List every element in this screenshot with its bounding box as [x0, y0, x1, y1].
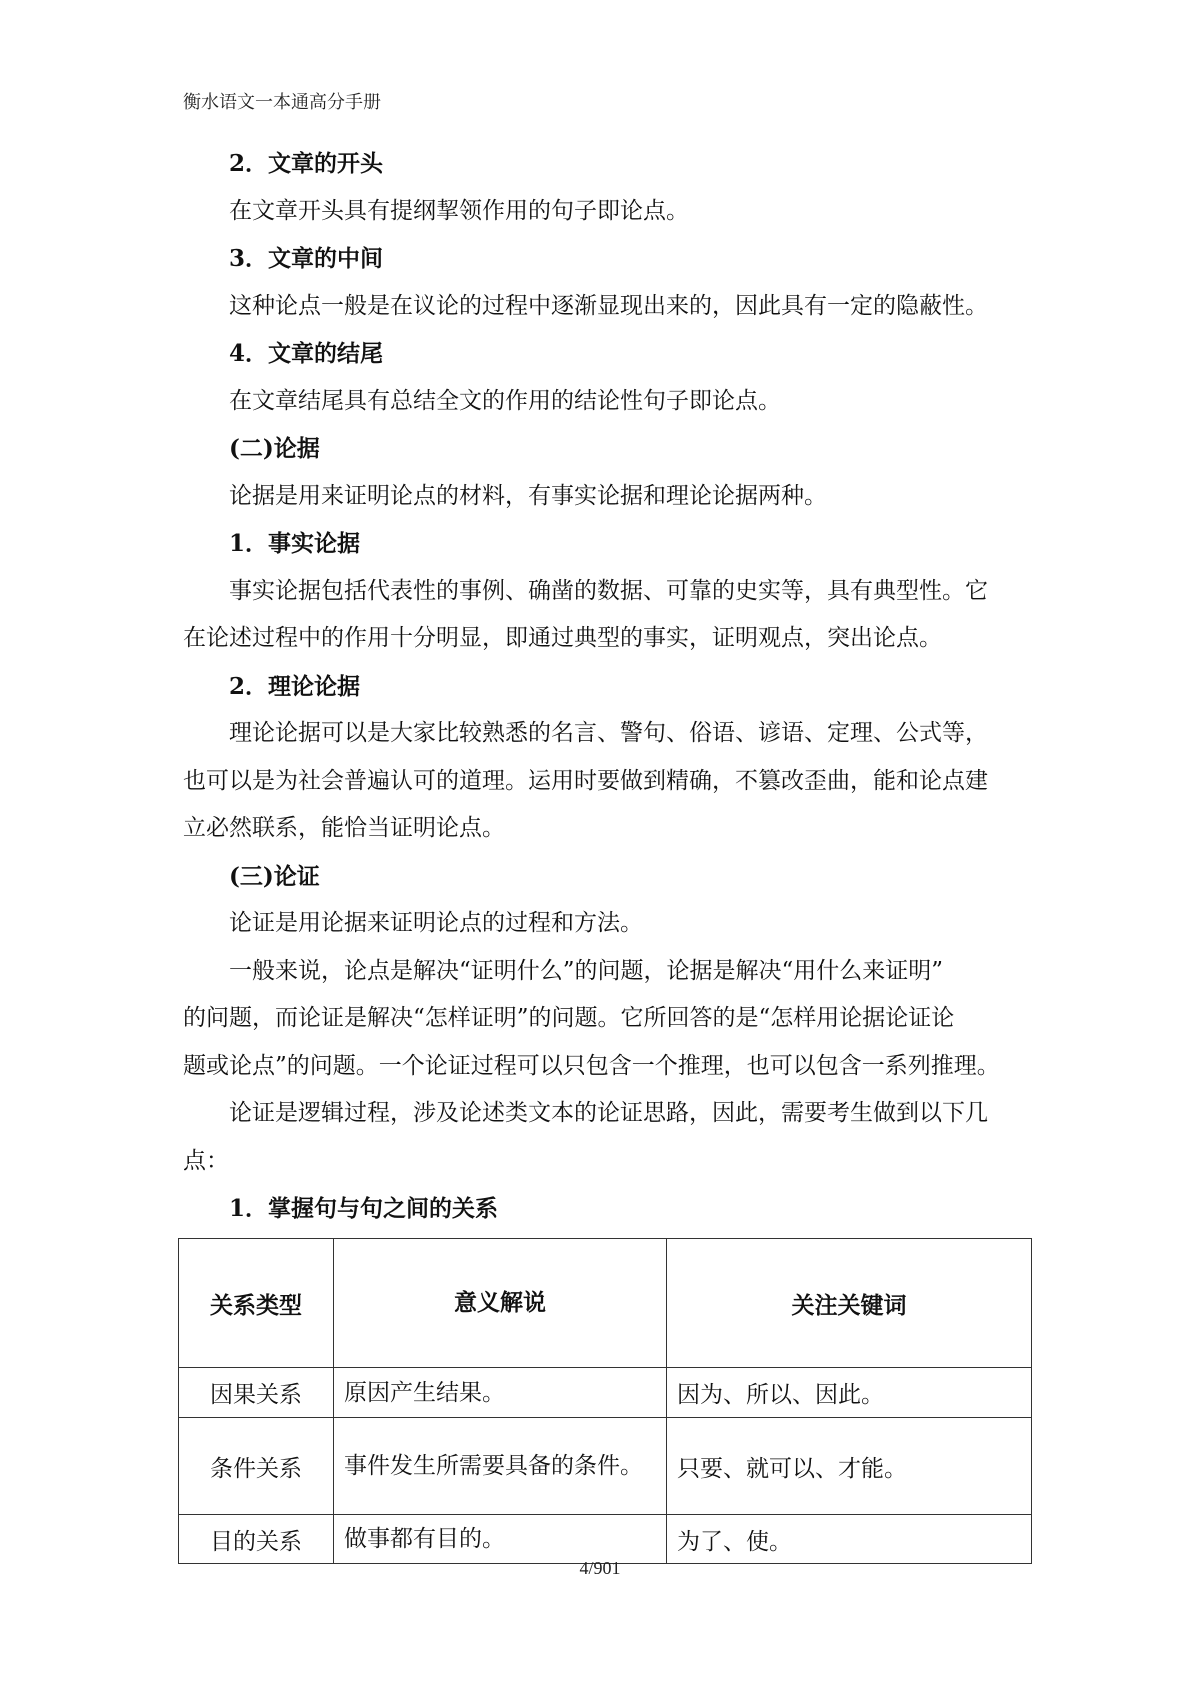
section-heading: 1．事实论据: [229, 530, 361, 557]
paragraph-line: 也可以是为社会普遍认可的道理。运用时要做到精确，不篡改歪曲，能和论点建: [183, 767, 988, 794]
meaning-cell: 事件发生所需要具备的条件。: [334, 1418, 667, 1515]
header-cell-keywords: 关注关键词: [667, 1239, 1032, 1368]
section-heading: 2．文章的开头: [229, 150, 384, 177]
paragraph-line: 理论论据可以是大家比较熟悉的名言、警句、俗语、谚语、定理、公式等，: [229, 720, 988, 746]
paragraph-line: 题或论点”的问题。一个论证过程可以只包含一个推理，也可以包含一系列推理。: [183, 1052, 1000, 1079]
table-row: [179, 1368, 1032, 1418]
paragraph-line: 点：: [183, 1147, 229, 1174]
header-cell-type: 关系类型: [179, 1239, 334, 1368]
header-cell-meaning: 意义解说: [334, 1239, 667, 1368]
paragraph-line: 在文章结尾具有总结全文的作用的结论性句子即论点。: [229, 387, 781, 414]
meaning-cell: 原因产生结果。: [334, 1368, 667, 1418]
section-heading: (三)论证: [229, 862, 320, 890]
paragraph-line: 一般来说，论点是解决“证明什么”的问题，论据是解决“用什么来证明”: [229, 957, 944, 984]
section-heading: 2．理论论据: [229, 672, 361, 700]
paragraph-line: 的问题，而论证是解决“怎样证明”的问题。它所回答的是“怎样用论据论证论: [183, 1005, 955, 1031]
paragraph-line: 论证是逻辑过程，涉及论述类文本的论证思路，因此，需要考生做到以下几: [229, 1100, 988, 1126]
section-heading: (二)论据: [229, 435, 320, 462]
keywords-cell: 只要、就可以、才能。: [667, 1418, 1032, 1515]
running-header: 衡水语文一本通高分手册: [183, 92, 381, 113]
section-heading: 3．文章的中间: [229, 245, 384, 272]
article-body: [183, 140, 1031, 1233]
paragraph-line: 事实论据包括代表性的事例、确凿的数据、可靠的史实等，具有典型性。它: [229, 577, 988, 604]
relation-type-cell: 目的关系: [179, 1515, 334, 1564]
table-header-row: [179, 1239, 1032, 1368]
page-number: 4/901: [579, 1558, 621, 1578]
relation-type-cell: 条件关系: [179, 1418, 334, 1515]
paragraph-line: 论据是用来证明论点的材料，有事实论据和理论论据两种。: [229, 482, 827, 509]
section-heading: 1．掌握句与句之间的关系: [229, 1195, 499, 1222]
paragraph-line: 这种论点一般是在议论的过程中逐渐显现出来的，因此具有一定的隐蔽性。: [229, 292, 988, 319]
meaning-cell: 做事都有目的。: [334, 1515, 667, 1564]
paragraph-line: 立必然联系，能恰当证明论点。: [183, 815, 505, 841]
section-heading: 4．文章的结尾: [229, 340, 384, 367]
keywords-cell: 为了、使。: [667, 1515, 1032, 1564]
table-row: [179, 1515, 1032, 1564]
paragraph-line: 在论述过程中的作用十分明显，即通过典型的事实，证明观点，突出论点。: [183, 625, 942, 651]
relation-type-cell: 因果关系: [179, 1368, 334, 1418]
keywords-cell: 因为、所以、因此。: [667, 1368, 1032, 1418]
paragraph-line: 论证是用论据来证明论点的过程和方法。: [229, 910, 643, 936]
paragraph-line: 在文章开头具有提纲挈领作用的句子即论点。: [229, 197, 689, 224]
table-row: [179, 1418, 1032, 1515]
relation-table: [178, 1238, 1032, 1564]
